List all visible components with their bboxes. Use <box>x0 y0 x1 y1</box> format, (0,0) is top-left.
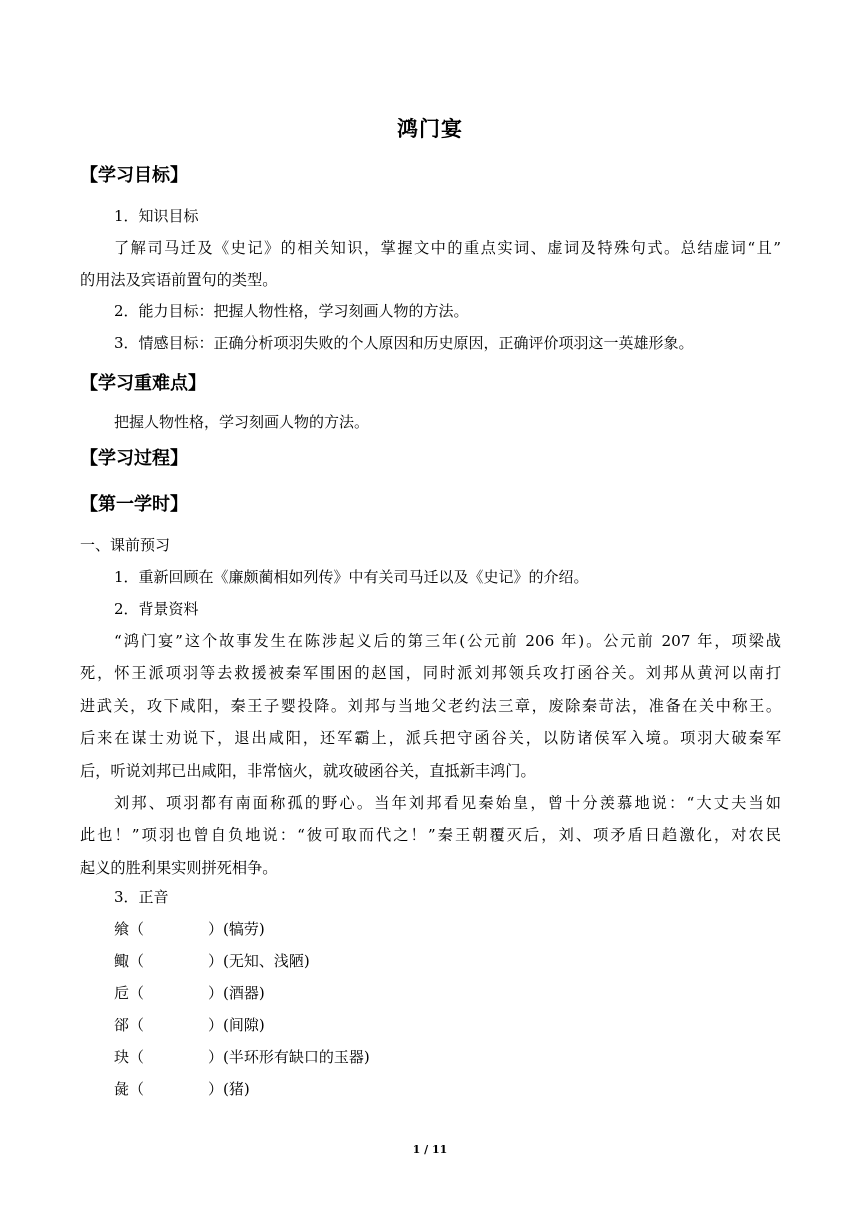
pron-close: ） <box>208 1080 224 1098</box>
pron-char: 玦（ <box>114 1048 145 1066</box>
heading-learning-goals: 【学习目标】 <box>80 165 188 186</box>
goal1-paragraph <box>80 232 781 297</box>
pron-gloss: (间隙) <box>223 1016 265 1034</box>
pronunciation-item <box>114 1047 370 1067</box>
pron-close: ） <box>208 1048 224 1066</box>
pron-gloss: (猪) <box>223 1080 250 1098</box>
pron-close: ） <box>208 920 224 938</box>
pron-gloss: (半环形有缺口的玉器) <box>223 1048 370 1066</box>
pron-gloss: (酒器) <box>223 984 265 1002</box>
page-title: 鸿门宴 <box>397 117 463 141</box>
heading-key-points: 【学习重难点】 <box>80 373 206 394</box>
pron-char: 彘（ <box>114 1080 145 1098</box>
pron-char: 飨（ <box>114 920 145 938</box>
preview-item2: 2．背景资料 <box>114 600 199 618</box>
goal1-text-line1: 了解司马迁及《史记》的相关知识，掌握文中的重点实词、虚词及特殊句式。总结虚词“且” <box>114 239 781 257</box>
bg-p2-line: 刘邦、项羽都有南面称孤的野心。当年刘邦看见秦始皇，曾十分羡慕地说：“大丈夫当如 <box>114 794 781 812</box>
pronunciation-item <box>114 1079 250 1099</box>
heading-learning-process: 【学习过程】 <box>80 448 188 469</box>
pron-char: 鲰（ <box>114 952 145 970</box>
pronunciation-item <box>114 919 265 939</box>
pron-gloss: (无知、浅陋) <box>223 952 310 970</box>
bg-p1-line: 死，怀王派项羽等去救援被秦军围困的赵国，同时派刘邦领兵攻打函谷关。刘邦从黄河以南打 <box>80 664 781 683</box>
pron-gloss: (犒劳) <box>223 920 265 938</box>
pronunciation-item <box>114 983 265 1003</box>
pronunciation-item <box>114 1015 265 1035</box>
bg-p1-line: 后来在谋士劝说下，退出咸阳，还军霸上，派兵把守函谷关，以防诸侯军入境。项羽大破秦军 <box>80 729 781 748</box>
goal1-text-line2: 的用法及宾语前置句的类型。 <box>80 271 278 290</box>
bg-p1-line: 进武关，攻下咸阳，秦王子婴投降。刘邦与当地父老约法三章，废除秦苛法，准备在关中称王。 <box>80 696 781 715</box>
goal3: 3．情感目标：正确分析项羽失败的个人原因和历史原因，正确评价项羽这一英雄形象。 <box>114 334 694 352</box>
bg-p2-line: 此也！”项羽也曾自负地说：“彼可取而代之！”秦王朝覆灭后，刘、项矛盾日趋激化，对农民 <box>80 826 781 845</box>
heading-first-lesson: 【第一学时】 <box>80 494 188 515</box>
section-preview: 一、课前预习 <box>80 536 171 554</box>
pronunciation-item <box>114 951 310 971</box>
preview-item1: 1．重新回顾在《廉颇蔺相如列传》中有关司马迁以及《史记》的介绍。 <box>114 568 589 586</box>
pron-close: ） <box>208 984 224 1002</box>
bg-p2-line: 起义的胜利果实则拼死相争。 <box>80 858 278 877</box>
bg-p1-line: 后，听说刘邦已出咸阳，非常恼火，就攻破函谷关，直抵新丰鸿门。 <box>80 761 536 780</box>
background-paragraph1 <box>80 625 781 787</box>
pron-char: 卮（ <box>114 984 145 1002</box>
pron-char: 郤（ <box>114 1016 145 1034</box>
page-number: 1 / 11 <box>412 1143 448 1156</box>
preview-item3: 3．正音 <box>114 888 169 906</box>
background-paragraph2 <box>80 787 781 884</box>
key-points-text: 把握人物性格，学习刻画人物的方法。 <box>114 413 370 431</box>
goal1-label: 1．知识目标 <box>114 207 199 225</box>
pron-close: ） <box>208 952 224 970</box>
bg-p1-line: “鸿门宴”这个故事发生在陈涉起义后的第三年(公元前 206 年)。公元前 207 年，项梁战 <box>114 632 781 650</box>
pron-close: ） <box>208 1016 224 1034</box>
goal2: 2．能力目标：把握人物性格，学习刻画人物的方法。 <box>114 302 469 320</box>
